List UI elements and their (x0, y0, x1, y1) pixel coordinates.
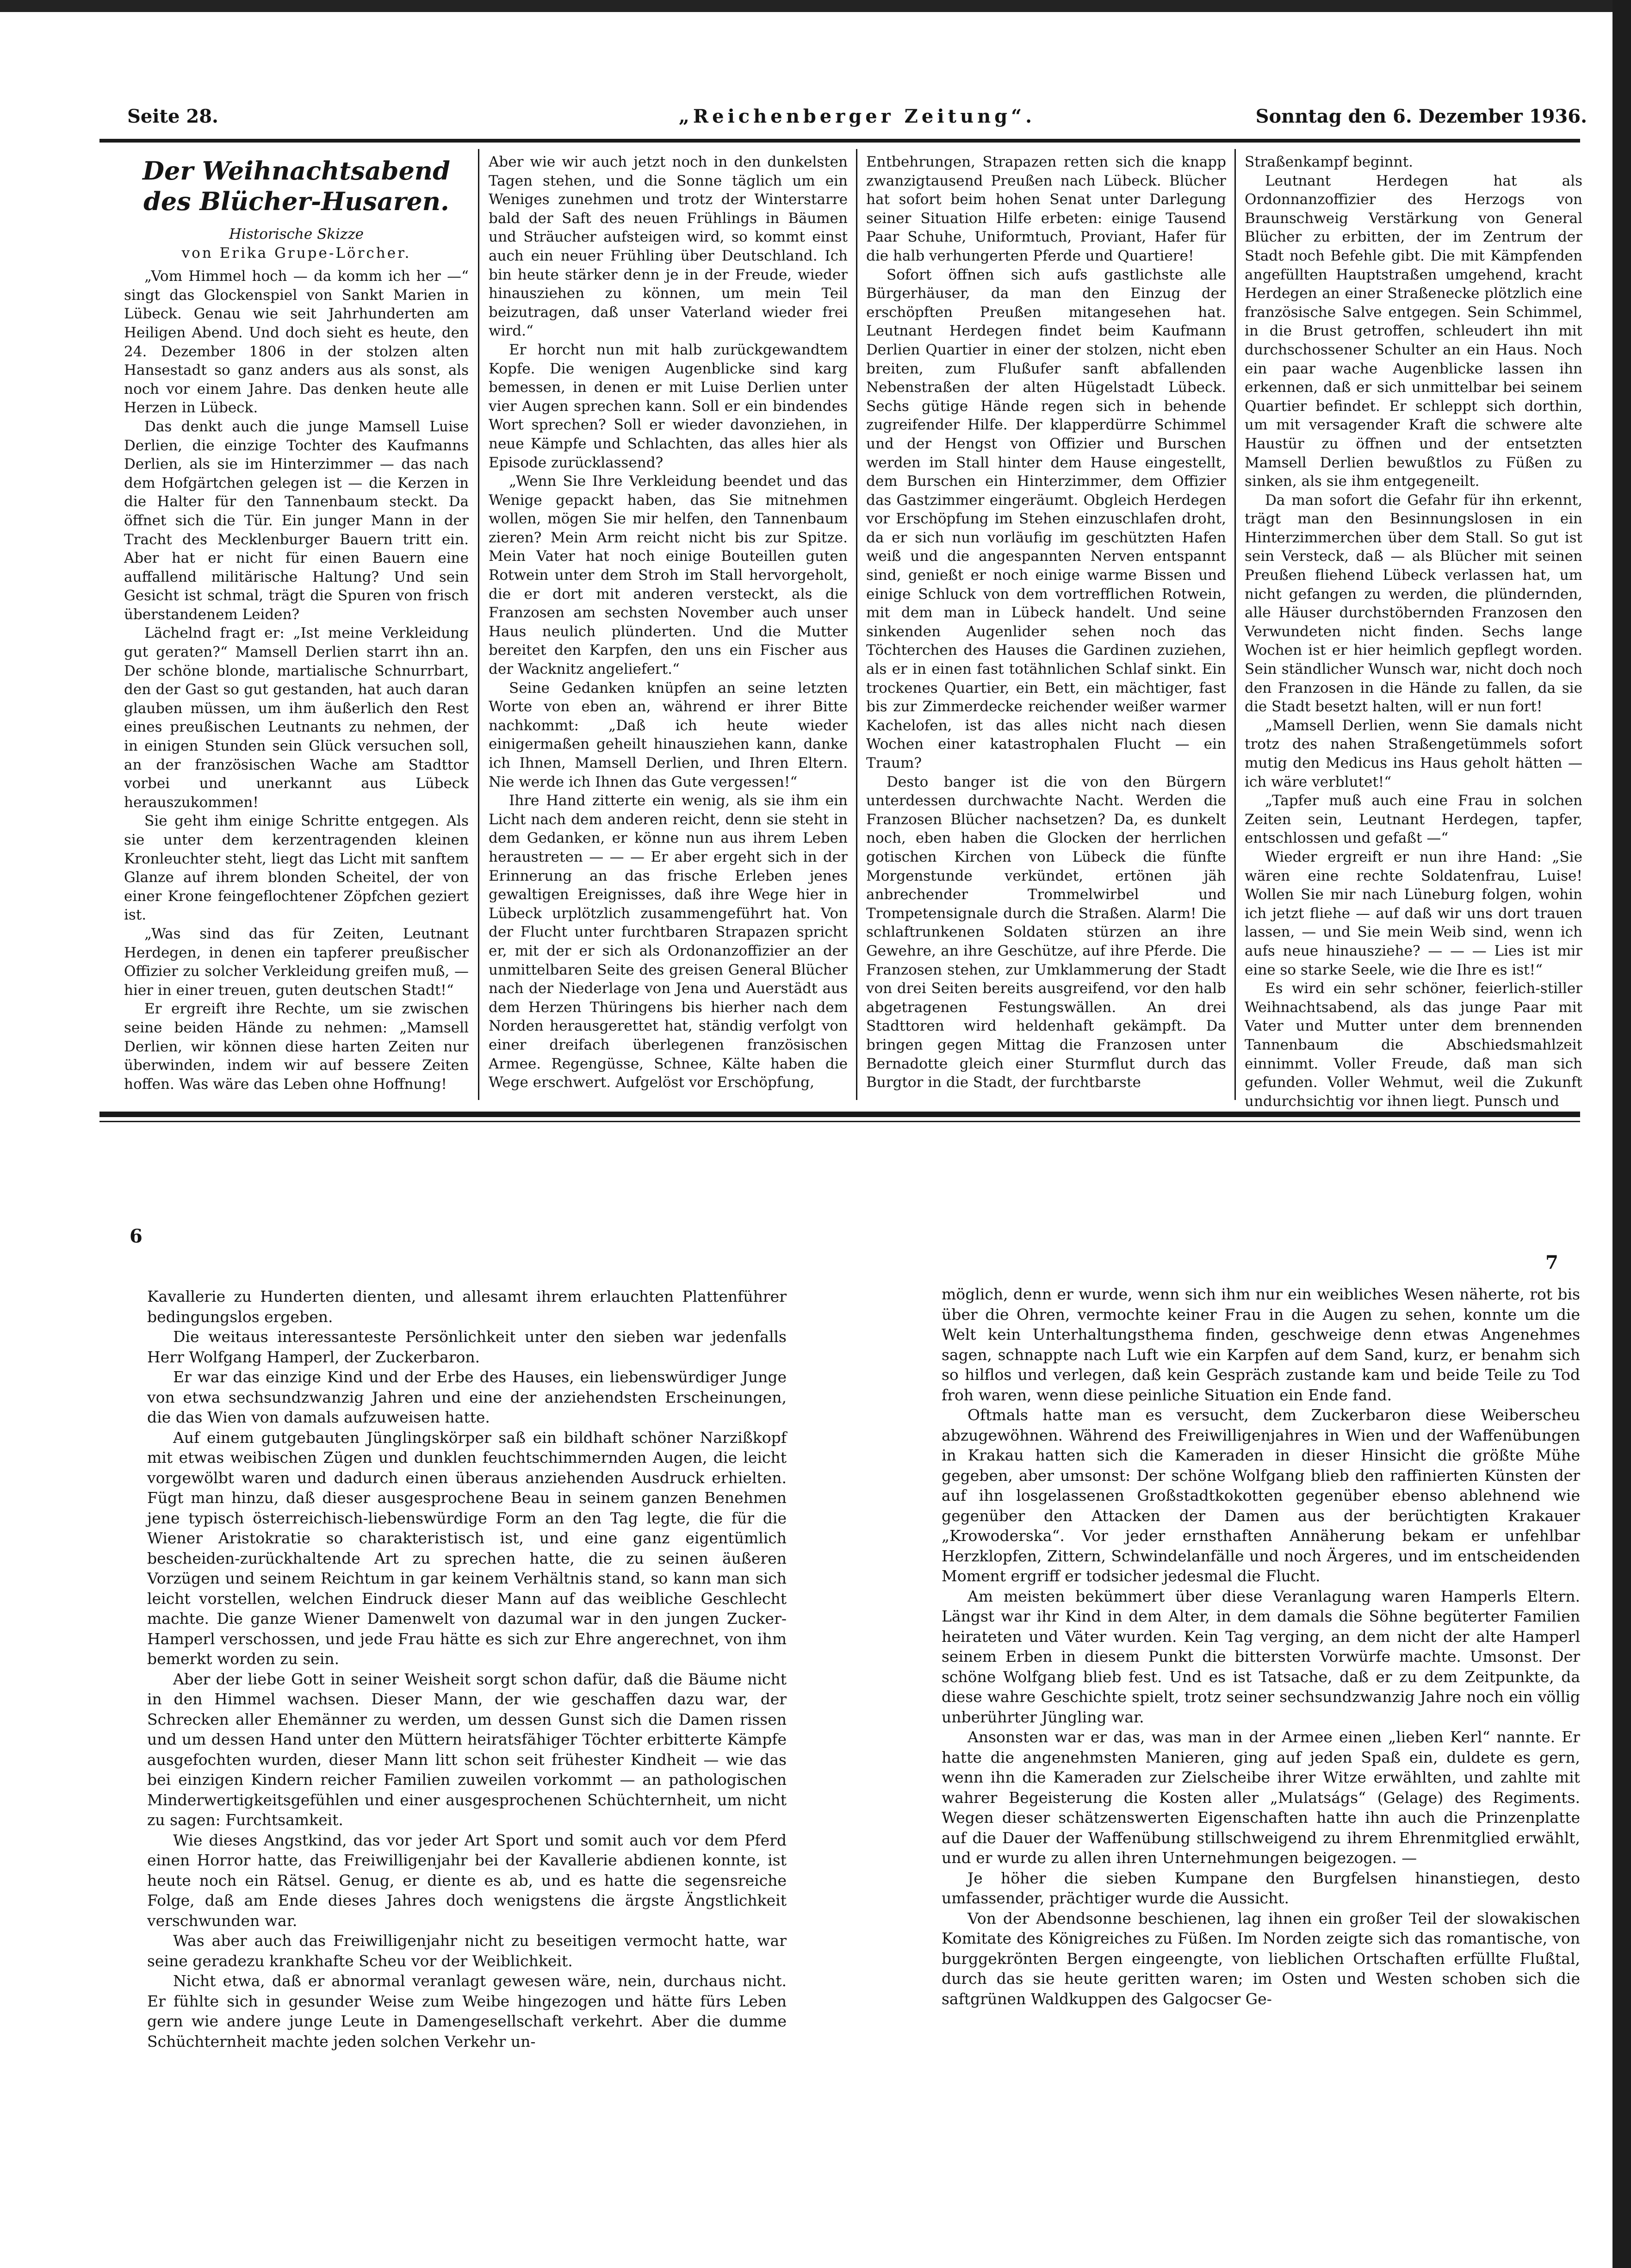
story-paragraph: Wieder ergreift er nun ihre Hand: „Sie wären eine rechte Soldatenfrau, Luise! Wollen Sie mir nach Lüneburg folgen, wohin ich jetzt fliehe — auf daß wir uns dort trauen lassen, — und Sie mein Weib sind, wenn ich aufs neue hinausziehe? — — — Lies ist mir eine so starke Seele, wie die Ihre es ist!“ (1245, 848, 1582, 978)
story-text (1245, 153, 1582, 1111)
novel-paragraph: Die weitaus interessanteste Persönlichkeit unter den sieben war jedenfalls Herr Wolfgang Hamperl, der Zuckerbaron. (147, 1328, 787, 1366)
story-column-1 (124, 153, 469, 1097)
novel-paragraph: Aber der liebe Gott in seiner Weisheit sorgt schon dafür, daß die Bäume nicht in den Himmel wachsen. Dieser Mann, der wie geschaffen dazu war, der Schrecken aller Ehemänner zu werden, um dessen Gunst sich die Damen rissen und um dessen Hand unter den Müttern heiratsfähiger Töchter erbitterte Kämpfe ausgefochten wurden, dieser Mann litt schon seit frühester Kindheit — wie das bei einzigen Kindern reicher Familien zuweilen vorkommt — an pathologischen Minderwertigkeitsgefühlen und einer ausgesprochenen Schüchternheit, um nicht zu sagen: Furchtsamkeit. (147, 1670, 787, 1829)
story-paragraph: Er horcht nun mit halb zurückgewandtem Kopfe. Die wenigen Augenblicke sind karg bemessen, in denen er mit Luise Derlien unter vier Augen sprechen kann. Soll er ein bindendes Wort sprechen? Soll er wieder davonziehen, in neue Kämpfe und Schlachten, das alles hier als Episode zurücklassend? (489, 341, 848, 471)
novel-paragraph: Wie dieses Angstkind, das vor jeder Art Sport und somit auch vor dem Pferd einen Horror hatte, das Freiwilligenjahr bei der Kavallerie abdienen konnte, ist heute noch ein Rätsel. Genug, er diente es ab, und es hatte die segensreiche Folge, daß am Ende dieses Jahres doch wenigstens die ärgste Ängstlichkeit verschwunden war. (147, 1831, 787, 1930)
story-paragraph: Sie geht ihm einige Schritte entgegen. Als sie unter dem kerzentragenden kleinen Kronleuchter steht, liegt das Licht mit sanftem Glanze auf ihrem blonden Scheitel, der von einer Krone feingeflochtener Zöpfchen geziert ist. (124, 813, 469, 924)
story-paragraph: Lächelnd fragt er: „Ist meine Verkleidung gut geraten?“ Mamsell Derlien starrt ihn an. Der schöne blonde, martialische Schnurrbart, den der Gast so gut gestanden, hat auch daran glauben müssen, um ihm äußerlich den Rest eines preußischen Leutnants zu nehmen, der in einigen Stunden sein Glück versuchen soll, an der französischen Wache am Stadttor vorbei und unerkannt aus Lübeck herauszukommen! (124, 625, 469, 811)
story-paragraph: „Was sind das für Zeiten, Leutnant Herdegen, in denen ein tapferer preußischer Offizier zu solcher Verkleidung greifen muß, — hier in einer treuen, guten deutschen Stadt!“ (124, 925, 469, 999)
story-paragraph: Sofort öffnen sich aufs gastlichste alle Bürgerhäuser, da man den Einzug der erschöpften Preußen mitangesehen hat. Leutnant Herdegen findet beim Kaufmann Derlien Quartier in einer der stolzen, nicht eben breiten, zum Flußufer sanft abfallenden Nebenstraßen der alten Hügelstadt Lübeck. Sechs gütige Hände regen sich in behende zugreifender Hilfe. Der klapperdürre Schimmel und der Hengst von Offizier und Burschen werden im Stall hinter dem Hause eingestellt, dem Burschen ein Hinterzimmer, dem Offizier das Gastzimmer eingeräumt. Obgleich Herdegen vor Erschöpfung im Stehen einzuschlafen droht, da er sich nun vorläufig im geschützten Hafen weiß und die angespannten Nerven entspannt sind, genießt er noch einige warme Bissen und einige Schluck von dem vortrefflichen Rotwein, mit dem man in Lübeck handelt. Und seine sinkenden Augenlider sehen noch das Töchterchen des Hauses die Gardinen zuziehen, als er in einen fast totähnlichen Schlaf sinkt. Ein trockenes Quartier, ein Bett, ein mächtiger, fast bis zur Zimmerdecke reichender weißer warmer Kachelofen, ist das alles nicht nach diesen Wochen einer katastrophalen Flucht — ein Traum? (866, 266, 1226, 771)
novel-paragraph: Ansonsten war er das, was man in der Armee einen „lieben Kerl“ nannte. Er hatte die angenehmsten Manieren, ging auf jeden Spaß ein, duldete es gern, wenn ihn die Kameraden zur Zielscheibe ihrer Witze erwählten, und zahlte mit wahrer Begeisterung die Kosten aller „Mulatságs“ (Gelage) des Regiments. Wegen dieser schätzenswerten Eigenschaften hatte ihn auch die Prinzenplatte auf die Dauer der Waffenübung stillschweigend zu ihrem Ehrenmitglied erwählt, und er wurde zu allen ihren Unternehmungen beigezogen. — (942, 1728, 1580, 1867)
newspaper-name: „Reichenberger Zeitung“. (678, 106, 1036, 127)
novel-paragraph: Am meisten bekümmert über diese Veranlagung waren Hamperls Eltern. Längst war ihr Kind in dem Alter, in dem damals die Söhne begüterter Familien heirateten und Väter wurden. Kein Tag verging, an dem nicht der alte Hamperl seinem Erben in diesem Punkt die bittersten Vorwürfe machte. Umsonst. Der schöne Wolfgang blieb fest. Und es ist Tatsache, daß er zu dem Zeitpunkte, da diese wahre Geschichte spielt, trotz seiner sechsundzwanzig Jahre noch ein völlig unberührter Jüngling war. (942, 1587, 1580, 1726)
novel-paragraph: Je höher die sieben Kumpane den Burgfelsen hinanstiegen, desto umfassender, prächtiger wurde die Aussicht. (942, 1869, 1580, 1907)
story-paragraph: Das denkt auch die junge Mamsell Luise Derlien, die einzige Tochter des Kaufmanns Derlien, als sie im Hinterzimmer — das nach dem Hofgärtchen gelegen ist — die Kerzen in die Halter für den Tannenbaum steckt. Da öffnet sich die Tür. Ein junger Mann in der Tracht des Mecklenburger Bauern tritt ein. Aber hat er nicht für einen Bauern eine auffallend militärische Haltung? Und sein Gesicht ist schmal, trägt die Spuren von frisch überstandenem Leiden? (124, 418, 469, 623)
story-text (124, 267, 469, 1094)
novel-right-page (942, 1284, 1580, 2163)
novel-paragraph: möglich, denn er wurde, wenn sich ihm nur ein weibliches Wesen näherte, rot bis über die Ohren, vermochte keiner Frau in die Augen zu sehen, konnte um die Welt kein Unterhaltungsthema finden, geschweige denn etwas Angenehmes sagen, schnappte nach Luft wie ein Karpfen auf dem Sand, kurz, er benahm sich so hilflos und verlegen, daß kein Gespräch zustande kam und beide Teile zu Tod froh waren, wenn diese peinliche Situation ein Ende fand. (942, 1285, 1580, 1404)
novel-paragraph: Auf einem gutgebauten Jünglingskörper saß ein bildhaft schöner Narzißkopf mit etwas weibischen Zügen und dunklen feuchtschimmernden Augen, die leicht vorgewölbt waren und dadurch einen überaus anziehenden Ausdruck erhielten. Fügt man hinzu, daß dieser ausgesprochene Beau in seinem ganzen Benehmen jene typisch österreichisch-liebenswürdige Form an den Tag legte, die für die Wiener Aristokratie so charakteristisch ist, und eine ganz eigentümlich bescheiden-zurückhaltende Art zu sprechen hatte, die zu seinen äußeren Vorzügen und seinem Reichtum in gar keinem Verhältnis stand, so kann man sich leicht vorstellen, welchen Eindruck dieser Mann auf das weibliche Geschlecht machte. Die ganze Wiener Damenwelt von dazumal war in den jungen Zucker-Hamperl verschossen, und jede Frau hätte es sich zur Ehre angerechnet, von ihm bemerkt worden zu sein. (147, 1428, 787, 1668)
story-paragraph: Straßenkampf beginnt. (1245, 154, 1414, 170)
story-title: Der Weihnachtsabend des Blücher-Husaren. (143, 156, 450, 216)
column-divider (1234, 149, 1236, 1100)
header-rule (99, 139, 1580, 143)
story-paragraph: Ihre Hand zitterte ein wenig, als sie ihm ein Licht nach dem anderen reicht, denn sie steht in dem Gedanken, er könne nun aus ihrem Leben heraustreten — — — Er aber ergeht sich in der Erinnerung an das frische Erleben jenes gewaltigen Ereignisses, daß ihre Wege hier in Lübeck urplötzlich zusammengeführt hat. Von der Flucht unter furchtbaren Strapazen spricht er, mit der er sich als Ordonanzoffizier an der unmittelbaren Seite des greisen General Blücher nach der Niederlage von Jena und Auerstädt aus dem Herzen Thüringens bis hierher nach dem Norden herausgerettet hat, ständig verfolgt von einer dreifach überlegenen französischen Armee. Regengüsse, Schnee, Kälte haben die Wege erschwert. Aufgelöst vor Erschöpfung, (489, 792, 848, 1091)
novel-page-number-right: 7 (1545, 1252, 1558, 1274)
story-paragraph: Da man sofort die Gefahr für ihn erkennt, trägt man den Besinnungslosen in ein Hinterzimmerchen über dem Stall. So gut ist sein Versteck, daß — als Blücher mit seinen Preußen fliehend Lübeck verlassen hat, um nicht gefangen zu werden, die plündernden, alle Häuser durchstöbernden Franzosen den Verwundeten nicht finden. Sechs lange Wochen ist er hier heimlich gepflegt worden. Sein ständlicher Wunsch war, nicht doch noch den Franzosen in die Hände zu fallen, da sie die Stadt besetzt halten, will er nun fort! (1245, 491, 1582, 715)
story-paragraph: Seine Gedanken knüpfen an seine letzten Worte von eben an, während er ihrer Bitte nachkommt: „Daß ich heute wieder einigermaßen geheilt hinausziehen kann, danke ich Ihnen, Mamsell Derlien, und Ihren Eltern. Nie werde ich Ihnen das Gute vergessen!“ (489, 679, 848, 790)
novel-paragraph: Kavallerie zu Hunderten dienten, und allesamt ihrem erlauchten Plattenführer bedingungslos ergeben. (147, 1287, 787, 1326)
issue-date: Sonntag den 6. Dezember 1936. (1255, 106, 1587, 127)
novel-paragraph: Von der Abendsonne beschienen, lag ihnen ein großer Teil der slowakischen Komitate des Königreiches zu Füßen. Im Norden zeigte sich das romantische, von burggekrönten Bergen eingeengte, von lieblichen Ortschaften erfüllte Flußtal, durch das sie heute geritten waren; im Osten und Westen schoben sich die saftgrünen Waldkuppen des Galgocser Ge- (942, 1909, 1580, 2008)
story-paragraph: Aber wie wir auch jetzt noch in den dunkelsten Tagen stehen, und die Sonne täglich um ein Weniges zunehmen und trotz der Winterstarre bald der Saft des neuen Frühlings in Bäumen und Sträucher aufsteigen wird, so kommt einst auch ein neuer Frühling über Deutschland. Ich bin heute stärker denn je in der Freude, wieder hinausziehen zu können, um mein Teil beizutragen, daß unser Vaterland wieder frei wird.“ (489, 154, 848, 340)
story-column-4 (1245, 153, 1582, 1110)
story-column-2 (489, 153, 848, 1097)
novel-page-number-left: 6 (130, 1225, 143, 1247)
column-divider (856, 149, 857, 1100)
masthead (127, 106, 1587, 138)
story-subtitle: Historische Skizze (229, 226, 364, 242)
section-rule (99, 1121, 1580, 1122)
story-paragraph: Er ergreift ihre Rechte, um sie zwischen seine beiden Hände zu nehmen: „Mamsell Derlien, wir können diese harten Zeiten nur überwinden, indem wir auf bessere Zeiten hoffen. Was wäre das Leben ohne Hoffnung! (124, 1000, 469, 1093)
novel-paragraph: Oftmals hatte man es versucht, dem Zuckerbaron diese Weiberscheu abzugewöhnen. Während des Freiwilligenjahres in Wien und der Waffenübungen in Krakau hatten sich die Kameraden in dieser Hinsicht die größte Mühe gegeben, aber umsonst: Der schöne Wolfgang blieb den raffinierten Künsten der auf ihn losgelassenen Großstadtkokotten gegenüber ebenso ablehnend wie gegenüber den Attacken der Damen aus der berüchtigten Krakauer „Krowoderska“. Vor jeder ernsthaften Annäherung bekam er unfehlbar Herzklopfen, Zittern, Schwindelanfälle und noch Ärgeres, und im entscheidenden Moment ergriff er todsicher jedesmal die Flucht. (942, 1406, 1580, 1585)
page-label: Seite 28. (127, 106, 218, 127)
story-paragraph: „Tapfer muß auch eine Frau in solchen Zeiten sein, Leutnant Herdegen, tapfer, entschlossen und gefaßt —“ (1245, 792, 1582, 847)
story-text (866, 153, 1226, 1092)
story-paragraph: „Mamsell Derlien, wenn Sie damals nicht trotz des nahen Straßengetümmels sofort mutig den Medicus ins Haus geholt hätten — ich wäre verblutet!“ (1245, 717, 1582, 790)
novel-left-page (147, 1286, 787, 2166)
novel-paragraph: Nicht etwa, daß er abnormal veranlagt gewesen wäre, nein, durchaus nicht. Er fühlte sich in gesunder Weise zum Weibe hingezogen und hätte fürs Leben gern wie andere junge Leute in Damengesellschaft verkehrt. Aber die dumme Schüchternheit machte jeden solchen Verkehr un- (147, 1972, 787, 2051)
story-paragraph: Es wird ein sehr schöner, feierlich-stiller Weihnachtsabend, als das junge Paar mit Vater und Mutter unter dem brennenden Tannenbaum die Abschiedsmahlzeit einnimmt. Voller Freude, daß man sich gefunden. Voller Wehmut, weil die Zukunft undurchsichtig vor ihnen liegt. Punsch und (1245, 980, 1582, 1110)
section-rule (99, 1112, 1580, 1117)
story-text (489, 153, 848, 1092)
story-paragraph: „Wenn Sie Ihre Verkleidung beendet und das Wenige gepackt haben, das Sie mitnehmen wollen, mögen Sie mir helfen, den Tannenbaum zieren? Mein Arm reicht nicht bis zur Spitze. Mein Vater hat noch einige Bouteillen guten Rotwein unter dem Stroh im Stall hervorgeholt, die er dort mit anderen versteckt, als die Franzosen am sechsten November auch unser Haus neulich plünderten. Und die Mutter bereitet den Karpfen, den uns ein Fischer aus der Wacknitz angeliefert.“ (489, 473, 848, 678)
story-paragraph: Desto banger ist die von den Bürgern unterdessen durchwachte Nacht. Werden die Franzosen Blücher nachsetzen? Da, es dunkelt noch, eben haben die Glocken der herrlichen gotischen Kirchen von Lübeck die fünfte Morgenstunde verkündet, ertönen jäh anbrechender Trommelwirbel und Trompetensignale durch die Straßen. Alarm! Die schlaftrunkenen Soldaten stürzen an ihre Gewehre, an ihre Geschütze, auf ihre Pferde. Die Franzosen stehen, zur Umklammerung der Stadt von drei Seiten bereits ausgreifend, vor den halb abgetragenen Festungswällen. An drei Stadttoren wird heldenhaft gekämpft. Da bringen gegen Mittag die Franzosen unter Bernadotte gleich einer Sturmflut durch das Burgtor in die Stadt, der furchtbarste (866, 773, 1226, 1091)
story-paragraph: Leutnant Herdegen hat als Ordonnanzoffizier des Herzogs von Braunschweig Verstärkung von General Blücher zu erbitten, der im Zentrum der Stadt noch Befehle gibt. Die mit Kämpfenden angefüllten Hauptstraßen umgehend, kracht Herdegen an einer Straßenecke plötzlich eine französische Salve entgegen. Sein Schimmel, in die Brust getroffen, schleudert ihn mit durchschossener Schulter an ein Haus. Noch ein paar wache Augenblicke lassen ihn erkennen, daß er sich unmittelbar bei seinem Quartier befindet. Er schleppt sich dorthin, um mit versagender Kraft die schwere alte Haustür zu öffnen und der entsetzten Mamsell Derlien bewußtlos zu Füßen zu sinken, als sie ihm entgegeneilt. (1245, 172, 1582, 490)
story-author: von Erika Grupe-Lörcher. (181, 244, 411, 261)
story-paragraph: „Vom Himmel hoch — da komm ich her —“ singt das Glockenspiel von Sankt Marien in Lübeck. Genau wie seit Jahrhunderten am Heiligen Abend. Und doch sieht es heute, den 24. Dezember 1806 in der stolzen alten Hansestadt so ganz anders aus als sonst, als noch vor einem Jahre. Das denken heute alle Herzen in Lübeck. (124, 268, 469, 416)
novel-paragraph: Was aber auch das Freiwilligenjahr nicht zu beseitigen vermocht hatte, war seine geradezu krankhafte Scheu vor der Weiblichkeit. (147, 1932, 787, 1970)
column-divider (478, 149, 479, 1100)
story-column-3 (866, 153, 1226, 1097)
story-paragraph: Entbehrungen, Strapazen retten sich die knapp zwanzigtausend Preußen nach Lübeck. Blücher hat sofort beim hohen Senat unter Darlegung seiner Situation Hilfe erbeten: einige Tausend Paar Schuhe, Uniformtuch, Proviant, Hafer für die halb verhungerten Pferde und Quartiere! (866, 154, 1226, 264)
novel-paragraph: Er war das einzige Kind und der Erbe des Hauses, ein liebenswürdiger Junge von etwa sechsundzwanzig Jahren und eine der anziehendsten Erscheinungen, die das Wien von damals aufzuweisen hatte. (147, 1368, 787, 1426)
